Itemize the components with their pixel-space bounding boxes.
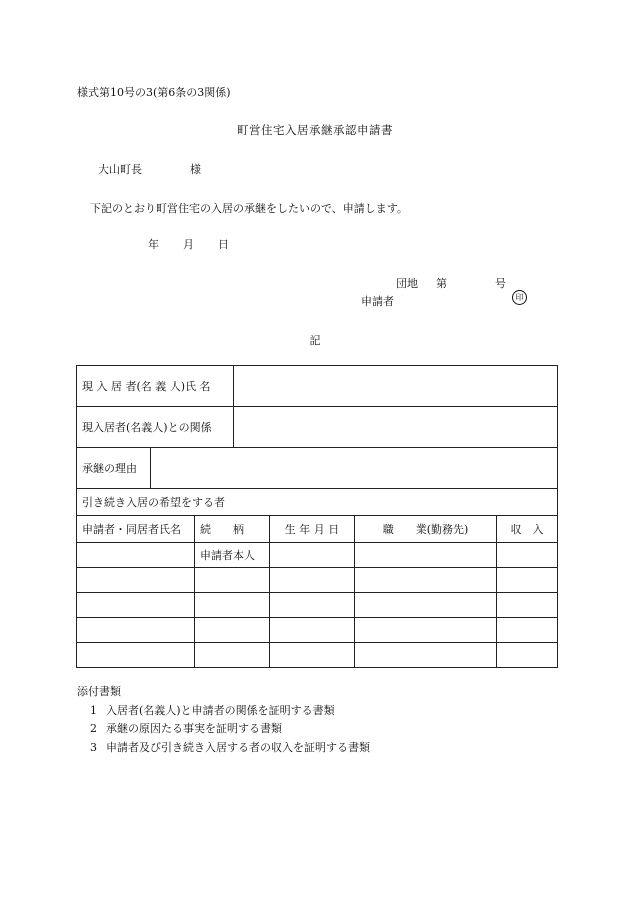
cell-occupation[interactable] [355, 568, 497, 593]
table-row [77, 568, 558, 593]
cell-relation[interactable] [195, 568, 270, 593]
ki-heading: 記 [309, 334, 321, 347]
cell-income[interactable] [497, 593, 558, 618]
table-row [77, 543, 558, 568]
header-name: 申請者・同居者氏名 [77, 516, 195, 543]
attachment-text: 承継の原因たる事実を証明する書類 [106, 722, 282, 735]
cell-income[interactable] [497, 543, 558, 568]
current-resident-field[interactable] [233, 366, 557, 406]
cell-relation[interactable]: 申請者本人 [195, 543, 270, 568]
table-row [77, 618, 558, 643]
current-resident-row [77, 366, 558, 407]
cell-birthdate[interactable] [270, 618, 355, 643]
cell-name[interactable] [77, 568, 195, 593]
table-row [77, 643, 558, 668]
attachment-text: 申請者及び引き続き入居する者の収入を証明する書類 [106, 741, 370, 754]
application-table [76, 365, 558, 668]
estate-line [396, 275, 506, 291]
page-title: 町営住宅入居承継承認申請書 [237, 123, 393, 137]
cell-income[interactable] [497, 618, 558, 643]
relationship-row [77, 407, 558, 448]
reason-label: 承継の理由 [77, 448, 150, 488]
attachment-number: 1 [90, 704, 97, 717]
cell-occupation[interactable] [355, 618, 497, 643]
current-resident-label: 現 入 居 者(名 義 人)氏 名 [77, 366, 233, 406]
cell-income[interactable] [497, 643, 558, 668]
continuing-label: 引き続き入居の希望をする者 [77, 489, 558, 516]
cell-relation[interactable] [195, 593, 270, 618]
body-text: 下記のとおり町営住宅の入居の承継をしたいので、申請します。 [90, 202, 408, 215]
attachment-item [90, 702, 335, 718]
cell-occupation[interactable] [355, 593, 497, 618]
date-year: 年 [148, 238, 159, 251]
header-birthdate: 生 年 月 日 [270, 516, 355, 543]
cell-relation[interactable] [195, 643, 270, 668]
addressee-honorific: 様 [190, 163, 201, 176]
addressee [98, 161, 201, 177]
date-day: 日 [218, 238, 229, 251]
attachments-title: 添付書類 [77, 685, 121, 698]
reason-field[interactable] [150, 448, 557, 488]
cell-name[interactable] [77, 543, 195, 568]
header-relation: 続 柄 [195, 516, 270, 543]
form-number: 様式第10号の3(第6条の3関係) [77, 86, 231, 99]
estate-go: 号 [495, 277, 506, 290]
date-line [148, 236, 253, 252]
applicant-label: 申請者 [361, 295, 394, 308]
date-month: 月 [183, 238, 194, 251]
relationship-label: 現入居者(名義人)との関係 [77, 407, 233, 447]
header-income: 収 入 [497, 516, 558, 543]
cell-birthdate[interactable] [270, 568, 355, 593]
attachment-text: 入居者(名義人)と申請者の関係を証明する書類 [106, 704, 335, 717]
attachment-item [90, 720, 282, 736]
cell-birthdate[interactable] [270, 593, 355, 618]
cell-relation[interactable] [195, 618, 270, 643]
addressee-name: 大山町長 [98, 163, 142, 176]
estate-danchi: 団地 [396, 277, 418, 290]
attachment-item [90, 739, 370, 755]
cell-name[interactable] [77, 593, 195, 618]
cell-occupation[interactable] [355, 543, 497, 568]
cell-name[interactable] [77, 618, 195, 643]
table-row [77, 593, 558, 618]
attachment-number: 3 [90, 741, 97, 754]
header-occupation: 職 業(勤務先) [355, 516, 497, 543]
attachment-number: 2 [90, 722, 97, 735]
cell-income[interactable] [497, 568, 558, 593]
estate-dai: 第 [436, 277, 447, 290]
table-header-row [77, 516, 558, 543]
cell-birthdate[interactable] [270, 543, 355, 568]
reason-row [77, 448, 558, 489]
relationship-field[interactable] [233, 407, 557, 447]
cell-name[interactable] [77, 643, 195, 668]
cell-occupation[interactable] [355, 643, 497, 668]
seal-icon: 印 [512, 290, 527, 305]
cell-birthdate[interactable] [270, 643, 355, 668]
